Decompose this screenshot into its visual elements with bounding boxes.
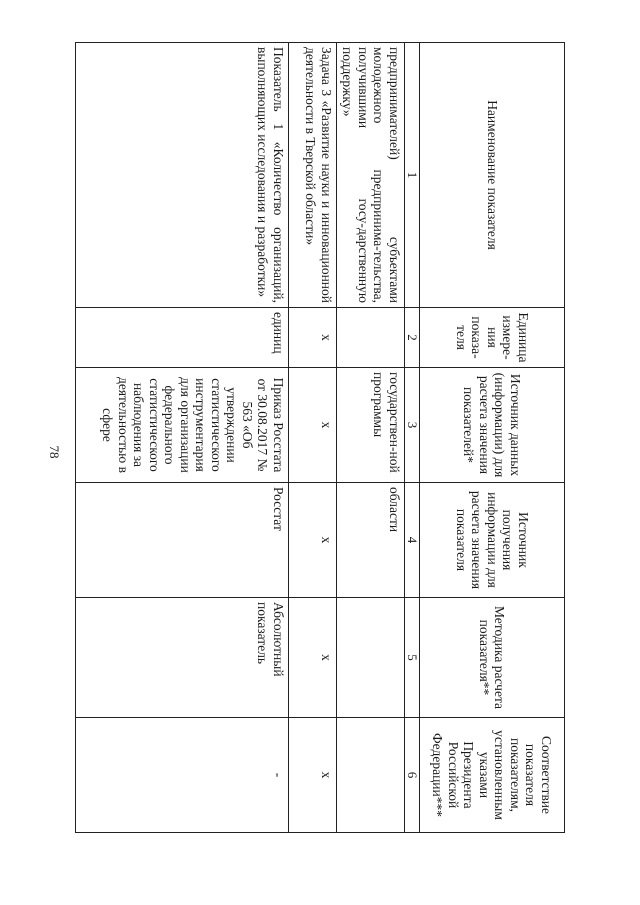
table-cell: х	[289, 368, 337, 483]
header-cell-decree: Соответствие показателя показателям, установленным указами Президента Российской Федерации***	[420, 718, 565, 833]
header-row	[420, 43, 565, 833]
column-number: 6	[405, 718, 420, 833]
table-cell: государствен-ной программы	[337, 368, 405, 483]
table-cell: Задача 3 «Развитие науки и инновационной деятельности в Тверской области»	[289, 43, 337, 308]
column-number: 5	[405, 598, 420, 718]
header-cell-unit: Единица измере-ния показа-теля	[420, 308, 565, 368]
table-cell	[337, 308, 405, 368]
table-cell	[337, 718, 405, 833]
column-number: 4	[405, 483, 420, 598]
header-cell-data-source: Источник данных (информации) для расчета значения показателей*	[420, 368, 565, 483]
table-cell: Росстат	[76, 483, 289, 598]
column-number: 1	[405, 43, 420, 308]
table-cell: х	[289, 483, 337, 598]
table-cell: х	[289, 308, 337, 368]
header-cell-info-source: Источник получения информации для расчета значения показателя	[420, 483, 565, 598]
table-cell: области	[337, 483, 405, 598]
table-cell: единиц	[76, 308, 289, 368]
column-number: 2	[405, 308, 420, 368]
page-number: 78	[47, 445, 62, 459]
table-cell: предпринимателей) субъектами молодежного предпринима-тельства, получившими госу-дарственную поддержку»	[337, 43, 405, 308]
table-cell: Абсолютный показатель	[76, 598, 289, 718]
table-row	[337, 43, 405, 833]
indicators-table	[75, 42, 565, 833]
table-cell: Приказ Росстата от 30.08.2017 № 563 «Об утверждении статистического инструментария для организации федерального статистического наблюдения за деятельностью в сфере	[76, 368, 289, 483]
table-cell: -	[76, 718, 289, 833]
table-cell: х	[289, 718, 337, 833]
table-row	[289, 43, 337, 833]
table-cell: Показатель 1 «Количество организаций, выполняющих исследования и разработки»	[76, 43, 289, 308]
column-number-row	[405, 43, 420, 833]
table-cell: х	[289, 598, 337, 718]
column-number: 3	[405, 368, 420, 483]
rotated-table-area	[75, 42, 565, 832]
header-cell-name: Наименование показателя	[420, 43, 565, 308]
table-row	[76, 43, 289, 833]
header-cell-method: Методика расчета показателя**	[420, 598, 565, 718]
table-cell	[337, 598, 405, 718]
